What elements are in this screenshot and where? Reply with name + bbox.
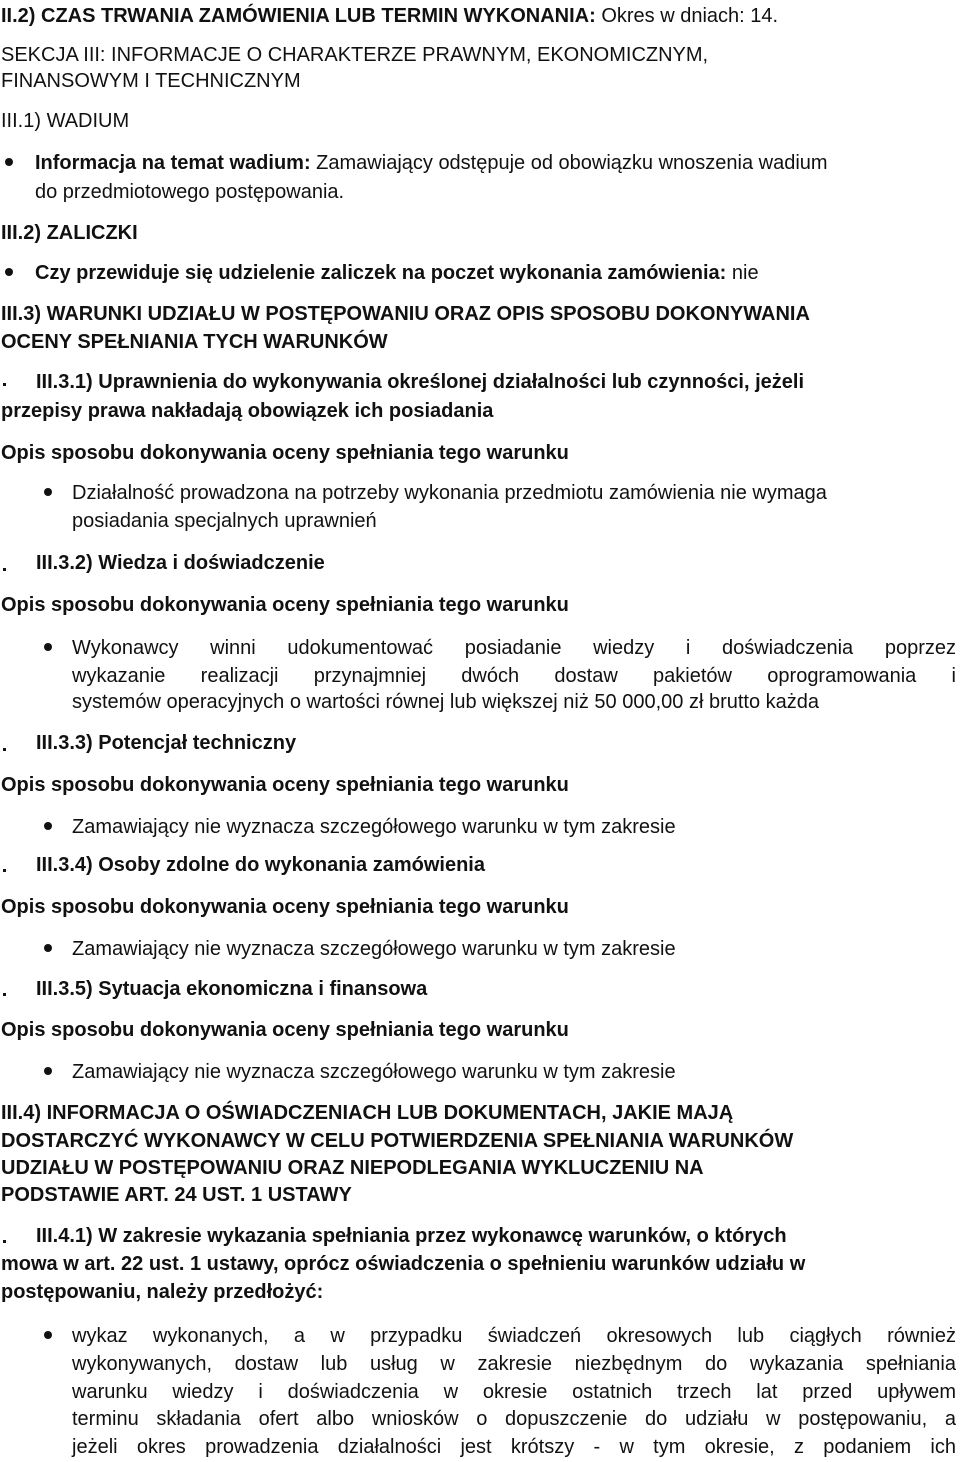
zaliczki-question: Czy przewiduje się udzielenie zaliczek na poczet wykonania zamówienia:	[35, 262, 727, 284]
opis-label: Opis sposobu dokonywania oceny spełniania tego warunku	[1, 1019, 569, 1041]
section-iii34-heading: III.3.4) Osoby zdolne do wykonania zamówienia	[36, 854, 485, 876]
opis-label: Opis sposobu dokonywania oceny spełniania tego warunku	[1, 774, 569, 796]
opis-label: Opis sposobu dokonywania oceny spełniania tego warunku	[1, 594, 569, 616]
dot-icon	[3, 383, 6, 386]
uprawnienia-bullet-line1: Działalność prowadzona na potrzeby wykonania przedmiotu zamówienia nie wymaga	[72, 482, 827, 504]
wykaz-bullet-line4: terminu składania ofert albo wniosków o dopuszczenie do udziału w postępowaniu, a	[72, 1408, 956, 1430]
section-ii2-line	[1, 4, 778, 28]
osoby-bullet: Zamawiający nie wyznacza szczegółowego warunku w tym zakresie	[72, 938, 676, 960]
bullet-icon	[5, 158, 13, 166]
section-iii31-heading-line1: III.3.1) Uprawnienia do wykonywania określonej działalności lub czynności, jeżeli	[36, 371, 804, 393]
section-iii-title-line2: FINANSOWYM I TECHNICZNYM	[1, 70, 301, 92]
wiedza-bullet-line1: Wykonawcy winni udokumentować posiadanie wiedzy i doświadczenia poprzez	[72, 637, 956, 659]
section-iii2-heading: III.2) ZALICZKI	[1, 222, 138, 244]
wiedza-bullet-line2: wykazanie realizacji przynajmniej dwóch dostaw pakietów oprogramowania i	[72, 665, 956, 687]
section-iii41-heading-line3: postępowaniu, należy przedłożyć:	[1, 1281, 324, 1303]
wykaz-bullet-line3: warunku wiedzy i doświadczenia w okresie ostatnich trzech lat przed upływem	[72, 1381, 956, 1403]
opis-label: Opis sposobu dokonywania oceny spełniania tego warunku	[1, 442, 569, 464]
section-iii32-heading: III.3.2) Wiedza i doświadczenie	[36, 552, 325, 574]
section-iii35-heading: III.3.5) Sytuacja ekonomiczna i finansowa	[36, 978, 428, 1000]
bullet-icon	[44, 643, 52, 651]
bullet-icon	[44, 944, 52, 952]
uprawnienia-bullet-line2: posiadania specjalnych uprawnień	[72, 510, 377, 532]
wadium-line1	[35, 151, 828, 175]
section-iii33-heading: III.3.3) Potencjał techniczny	[36, 732, 297, 754]
section-iii3-heading-line2: OCENY SPEŁNIANIA TYCH WARUNKÓW	[1, 331, 388, 353]
dot-icon	[3, 748, 6, 751]
section-iii4-heading-line4: PODSTAWIE ART. 24 UST. 1 USTAWY	[1, 1184, 352, 1206]
dot-icon	[3, 993, 6, 996]
section-iii1-heading: III.1) WADIUM	[1, 110, 130, 132]
bullet-icon	[44, 1331, 52, 1339]
dot-icon	[3, 1240, 6, 1243]
wadium-label: Informacja na temat wadium:	[35, 152, 311, 174]
section-iii4-heading-line3: UDZIAŁU W POSTĘPOWANIU ORAZ NIEPODLEGANIA WYKLUCZENIU NA	[1, 1157, 704, 1179]
bullet-icon	[5, 268, 13, 276]
wadium-line2: do przedmiotowego postępowania.	[35, 181, 345, 203]
bullet-icon	[44, 822, 52, 830]
wadium-text: Zamawiający odstępuje od obowiązku wnoszenia wadium	[310, 152, 828, 174]
bullet-icon	[44, 488, 52, 496]
wykaz-bullet-line1: wykaz wykonanych, a w przypadku świadczeń okresowych lub ciągłych również	[72, 1325, 956, 1347]
zaliczki-line	[35, 261, 759, 285]
wykaz-bullet-line5: jeżeli okres prowadzenia działalności jest krótszy - w tym okresie, z podaniem ich	[72, 1436, 956, 1458]
wykaz-bullet-line2: wykonywanych, dostaw lub usług w zakresie niezbędnym do wykazania spełniania	[72, 1353, 956, 1375]
section-iii41-heading-line2: mowa w art. 22 ust. 1 ustawy, oprócz oświadczenia o spełnieniu warunków udziału w	[1, 1253, 806, 1275]
bullet-icon	[44, 1067, 52, 1075]
dot-icon	[3, 568, 6, 571]
dot-icon	[3, 869, 6, 872]
section-iii41-heading-line1: III.4.1) W zakresie wykazania spełniania przez wykonawcę warunków, o których	[36, 1225, 787, 1247]
potencjal-bullet: Zamawiający nie wyznacza szczegółowego warunku w tym zakresie	[72, 816, 676, 838]
section-iii-title-line1: SEKCJA III: INFORMACJE O CHARAKTERZE PRAWNYM, EKONOMICZNYM,	[1, 44, 709, 66]
section-ii2-label: II.2) CZAS TRWANIA ZAMÓWIENIA LUB TERMIN WYKONANIA:	[1, 5, 596, 27]
section-iii4-heading-line2: DOSTARCZYĆ WYKONAWCY W CELU POTWIERDZENIA SPEŁNIANIA WARUNKÓW	[1, 1130, 794, 1152]
section-iii31-heading-line2: przepisy prawa nakładają obowiązek ich posiadania	[1, 400, 494, 422]
section-ii2-value: Okres w dniach: 14.	[595, 5, 779, 27]
section-iii4-heading-line1: III.4) INFORMACJA O OŚWIADCZENIACH LUB DOKUMENTACH, JAKIE MAJĄ	[1, 1102, 734, 1124]
section-iii3-heading-line1: III.3) WARUNKI UDZIAŁU W POSTĘPOWANIU ORAZ OPIS SPOSOBU DOKONYWANIA	[1, 303, 810, 325]
opis-label: Opis sposobu dokonywania oceny spełniania tego warunku	[1, 896, 569, 918]
sytuacja-bullet: Zamawiający nie wyznacza szczegółowego warunku w tym zakresie	[72, 1061, 676, 1083]
zaliczki-answer: nie	[726, 262, 759, 284]
wiedza-bullet-line3: systemów operacyjnych o wartości równej lub większej niż 50 000,00 zł brutto każda	[72, 691, 820, 713]
